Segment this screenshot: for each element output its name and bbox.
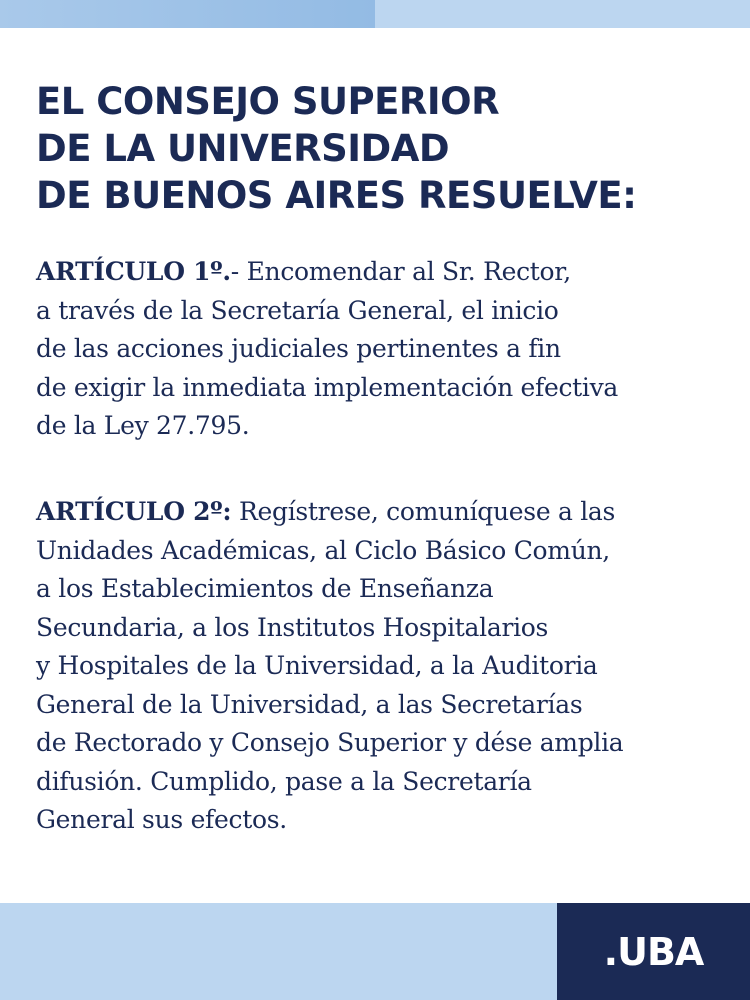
article-2 [36,493,726,840]
article-1-label: ARTÍCULO 1º. [36,257,231,286]
uba-logo: .UBA [603,929,704,974]
heading-line: DE BUENOS AIRES RESUELVE: [36,174,637,217]
top-bar-left-segment [0,0,375,28]
article-2-line: Secundaria, a los Institutos Hospitalarios [36,612,549,642]
heading-line: EL CONSEJO SUPERIOR [36,80,500,123]
article-2-first-line [36,493,726,532]
heading-line: DE LA UNIVERSIDAD [36,127,450,170]
article-2-line: de Rectorado y Consejo Superior y dése amplia [36,728,624,757]
article-1-line: de exigir la inmediata implementación efectiva [36,372,619,402]
article-2-line: General de la Universidad, a las Secretarías [36,689,583,719]
article-2-line: General sus efectos. [36,805,287,834]
top-color-bar [0,0,750,28]
top-bar-right-segment [375,0,750,28]
footer-light-segment [0,903,557,1000]
article-2-line: difusión. Cumplido, pase a la Secretaría [36,766,532,796]
article-1-first-line [36,253,726,292]
article-2-line: a los Establecimientos de Enseñanza [36,574,494,603]
article-1-line: de las acciones judiciales pertinentes a fin [36,334,561,363]
article-2-label: ARTÍCULO 2º: [36,497,232,526]
article-2-line: y Hospitales de la Universidad, a la Auditoria [36,651,598,680]
article-1-line: de la Ley 27.795. [36,411,250,440]
article-1-line: a través de la Secretaría General, el inicio [36,295,559,325]
article-2-first-text: Regístrese, comuníquese a las [231,497,616,526]
article-2-line: Unidades Académicas, al Ciclo Básico Común, [36,535,610,565]
resolution-heading [36,78,726,219]
article-1-first-text: - Encomendar al Sr. Rector, [230,257,571,286]
article-1 [36,253,726,446]
